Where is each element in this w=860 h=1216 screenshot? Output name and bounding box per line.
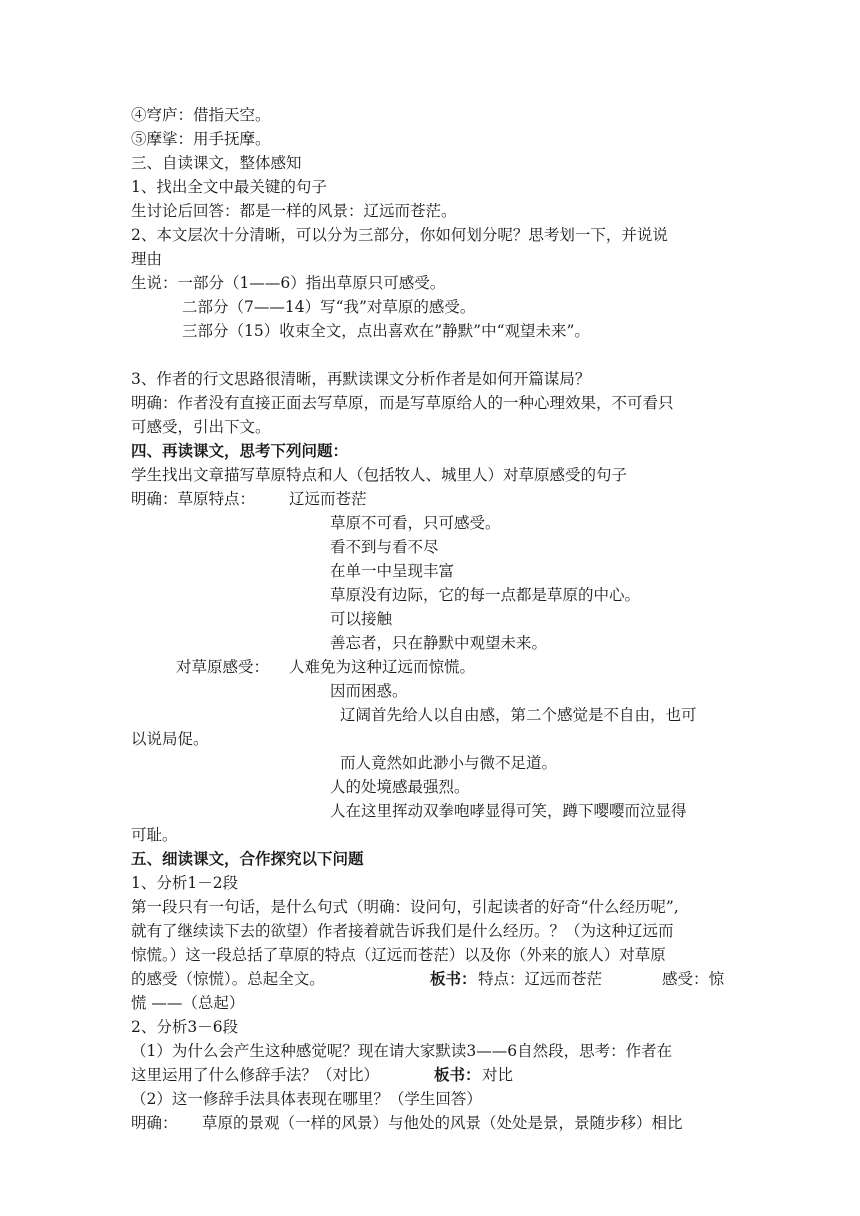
body-line: 学生找出文章描写草原特点和人（包括牧人、城里人）对草原感受的句子 (131, 466, 628, 484)
note-line: ④穹庐：借指天空。 (131, 106, 271, 124)
question-line: 3、作者的行文思路很清晰，再默读课文分析作者是如何开篇谋局？ (131, 370, 591, 388)
body-line: 而人竟然如此渺小与微不足道。 (340, 754, 558, 772)
body-line: 的感受（惊慌）。总起全文。 (131, 970, 325, 988)
body-line: 这里运用了什么修辞手法？（对比） (131, 1066, 380, 1084)
body-line: 草原没有边际，它的每一点都是草原的中心。 (330, 586, 641, 604)
body-line: 辽远而苍茫 (289, 490, 367, 508)
answer-line: 生讨论后回答：都是一样的风景：辽远而苍茫。 (131, 202, 457, 220)
body-line: 人在这里挥动双拳咆哮显得可笑，蹲下嘤嘤而泣显得 (330, 802, 687, 820)
board-text: 特点：辽远而苍茫 (478, 970, 603, 988)
body-line: 惊慌。）这一段总括了草原的特点（辽远而苍茫）以及你（外来的旅人）对草原 (131, 946, 666, 964)
board-label: 板书： (430, 969, 477, 988)
board-text: 对比 (482, 1066, 514, 1084)
question-line: 2、分析3－6段 (131, 1018, 239, 1036)
body-line: 草原的景观（一样的风景）与他处的风景（处处是景，景随步移）相比 (202, 1114, 683, 1132)
section-heading: 五、细读课文，合作探究以下问题 (131, 849, 364, 868)
body-line: 可耻。 (131, 826, 178, 844)
note-line: ⑤摩挲：用手抚摩。 (131, 130, 271, 148)
body-line: 善忘者，只在静默中观望未来。 (330, 634, 548, 652)
body-line: （2）这一修辞手法具体表现在哪里？（学生回答） (131, 1090, 482, 1108)
body-line-label: 明确： (131, 1114, 178, 1132)
answer-line: 生说：一部分（1——6）指出草原只可感受。 (131, 274, 446, 292)
body-line-label: 明确：草原特点： (131, 490, 256, 508)
body-line: （1）为什么会产生这种感觉呢？现在请大家默读3——6自然段，思考：作者在 (131, 1042, 673, 1060)
body-line: 可以接触 (330, 610, 393, 628)
answer-line: 可感受，引出下文。 (131, 418, 271, 436)
section-heading: 三、自读课文，整体感知 (131, 154, 302, 172)
body-line-label: 对草原感受： (176, 658, 270, 676)
body-line: 慌 ——（总起） (131, 994, 245, 1012)
question-line: 2、本文层次十分清晰，可以分为三部分，你如何划分呢？思考划一下，并说说 (131, 226, 668, 244)
question-line: 1、分析1－2段 (131, 874, 239, 892)
body-line: 草原不可看，只可感受。 (330, 514, 501, 532)
board-text: 感受：惊 (662, 970, 725, 988)
answer-line: 二部分（7——14）写“我”对草原的感受。 (182, 298, 476, 316)
body-line: 人的处境感最强烈。 (330, 778, 470, 796)
body-line: 就有了继续读下去的欲望）作者接着就告诉我们是什么经历。？（为这种辽远而 (131, 922, 674, 940)
body-line: 辽阔首先给人以自由感，第二个感觉是不自由，也可 (340, 706, 697, 724)
body-line: 在单一中呈现丰富 (330, 562, 455, 580)
section-heading: 四、再读课文，思考下列问题： (131, 441, 349, 460)
answer-line: 明确：作者没有直接正面去写草原，而是写草原给人的一种心理效果，不可看只 (131, 394, 674, 412)
body-line: 第一段只有一句话，是什么句式（明确：设问句，引起读者的好奇“什么经历呢”, (131, 898, 679, 916)
answer-line: 三部分（15）收束全文，点出喜欢在”静默”中“观望未来”。 (182, 322, 590, 340)
body-line: 以说局促。 (131, 730, 209, 748)
board-label: 板书： (434, 1065, 481, 1084)
question-line: 1、找出全文中最关键的句子 (131, 178, 327, 196)
question-line: 理由 (131, 250, 163, 268)
body-line: 看不到与看不尽 (330, 538, 439, 556)
body-line: 因而困惑。 (330, 682, 408, 700)
body-line: 人难免为这种辽远而惊慌。 (289, 658, 476, 676)
